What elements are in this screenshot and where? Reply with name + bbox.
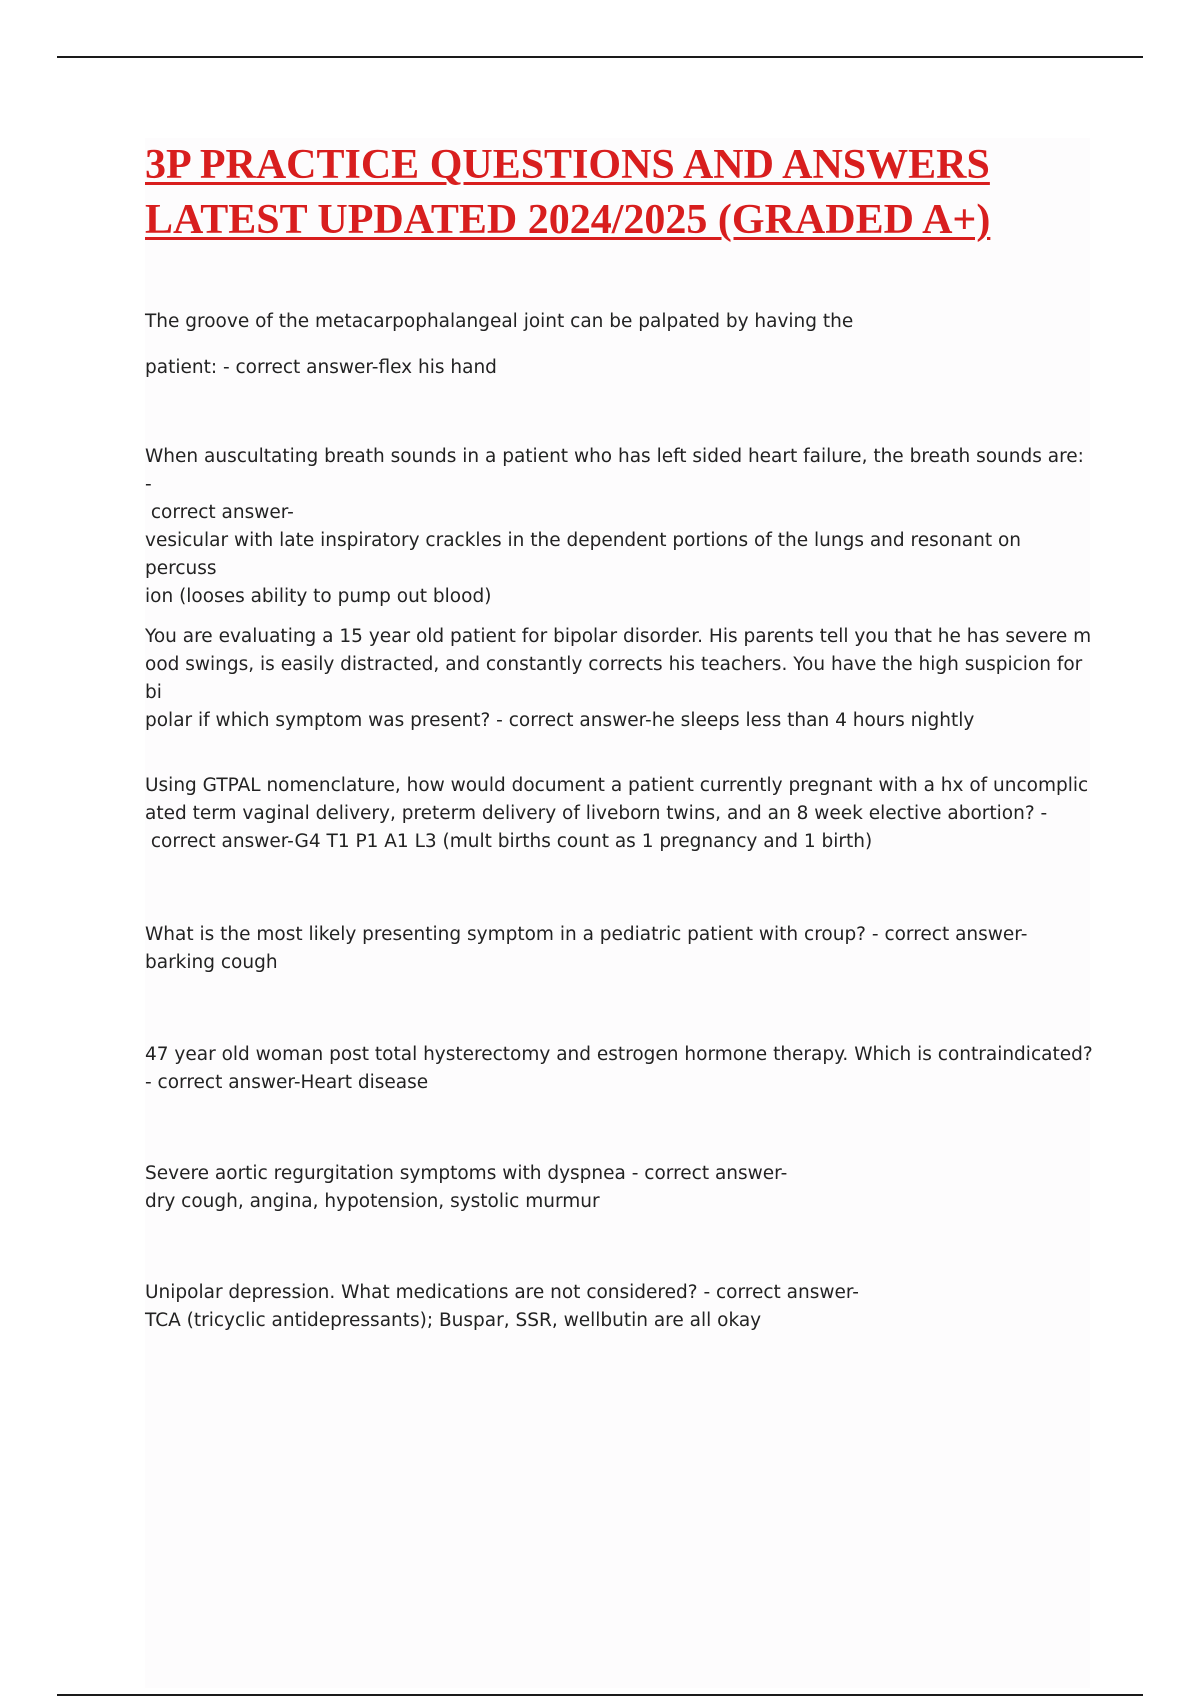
qa-item-6: [145, 1041, 1095, 1097]
qa-item-2: [145, 443, 1095, 611]
qa-line: ood swings, is easily distracted, and constantly corrects his teachers. You have the high suspicion for bi: [145, 654, 1083, 703]
qa-line: polar if which symptom was present? - correct answer-he sleeps less than 4 hours nightly: [145, 710, 975, 731]
qa-line: Unipolar depression. What medications are not considered? - correct answer-: [145, 1282, 859, 1303]
qa-line: - correct answer-Heart disease: [145, 1072, 429, 1093]
qa-line: What is the most likely presenting symptom in a pediatric patient with croup? - correct answer-: [145, 924, 1028, 945]
document-title: [145, 138, 1090, 248]
bottom-divider: [57, 1694, 1143, 1696]
qa-item-7: [145, 1160, 1095, 1216]
qa-item-5: [145, 921, 1095, 977]
qa-line: ion (looses ability to pump out blood): [145, 586, 492, 607]
qa-line: The groove of the metacarpophalangeal joint can be palpated by having the: [145, 311, 854, 332]
qa-item-1: [145, 308, 1095, 382]
qa-line: TCA (tricyclic antidepressants); Buspar, SSR, wellbutin are all okay: [145, 1310, 762, 1331]
qa-item-8: [145, 1279, 1095, 1335]
qa-line: Severe aortic regurgitation symptoms with dyspnea - correct answer-: [145, 1163, 788, 1184]
qa-line: patient: - correct answer-flex his hand: [145, 357, 497, 378]
qa-item-3: [145, 623, 1095, 735]
qa-item-4: [145, 772, 1095, 856]
qa-line: Using GTPAL nomenclature, how would document a patient currently pregnant with a hx of uncomplic: [145, 775, 1089, 796]
title-line-2: LATEST UPDATED 2024/2025 (GRADED A+): [145, 197, 991, 243]
qa-line: dry cough, angina, hypotension, systolic murmur: [145, 1191, 600, 1212]
qa-line: barking cough: [145, 952, 278, 973]
qa-line: ated term vaginal delivery, preterm delivery of liveborn twins, and an 8 week elective abortion? -: [145, 803, 1048, 824]
qa-line: 47 year old woman post total hysterectomy and estrogen hormone therapy. Which is contraindicated?: [145, 1044, 1093, 1065]
qa-line: When auscultating breath sounds in a patient who has left sided heart failure, the breath sounds are: -: [145, 446, 1084, 495]
qa-line: vesicular with late inspiratory crackles in the dependent portions of the lungs and resonant on percuss: [145, 530, 1022, 579]
title-line-1: 3P PRACTICE QUESTIONS AND ANSWERS: [145, 142, 990, 188]
qa-line: You are evaluating a 15 year old patient for bipolar disorder. His parents tell you that he has severe m: [145, 626, 1092, 647]
qa-line: correct answer-G4 T1 P1 A1 L3 (mult births count as 1 pregnancy and 1 birth): [145, 831, 873, 852]
qa-line: correct answer-: [145, 502, 294, 523]
top-divider: [57, 56, 1143, 58]
document-body: [145, 138, 1093, 1688]
